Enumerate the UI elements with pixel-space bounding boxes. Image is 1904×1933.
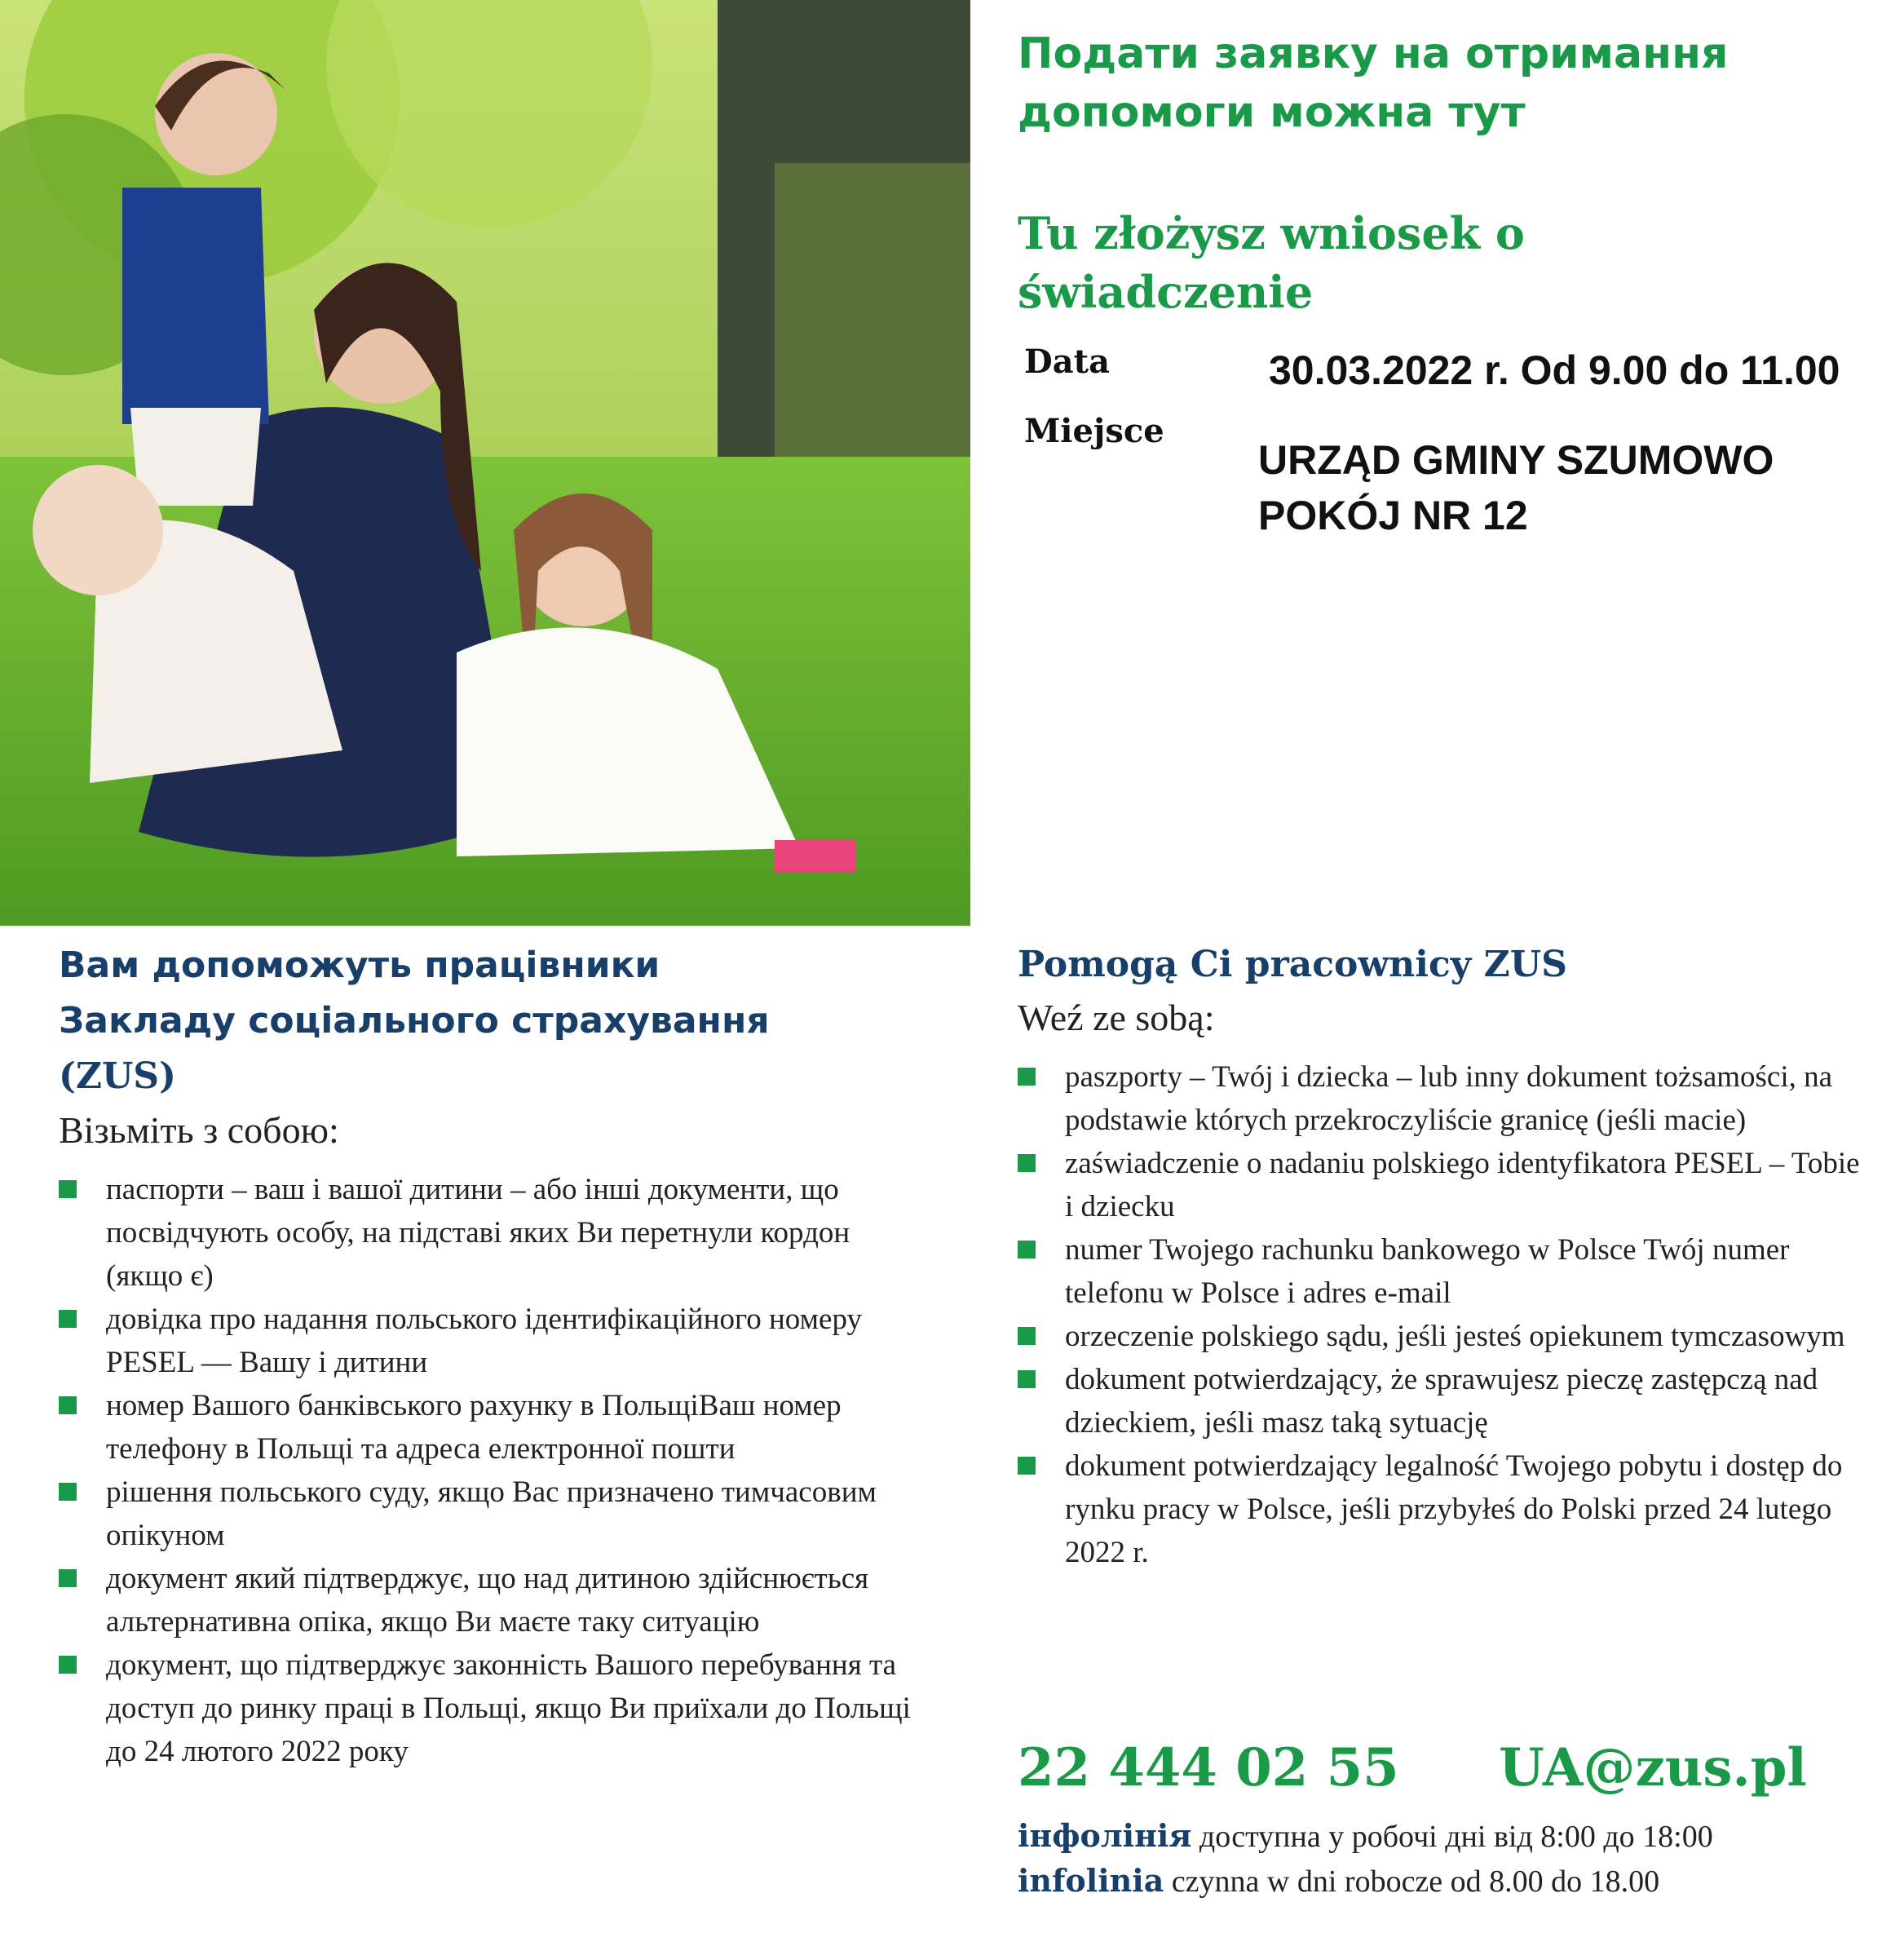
square-bullet-icon xyxy=(1018,1241,1036,1258)
list-item-text: zaświadczenie o nadaniu polskiego identyfikatora PESEL – Tobie i dziecku xyxy=(1065,1147,1860,1223)
square-bullet-icon xyxy=(59,1310,77,1328)
take-with-you-ua: Візьміть з собою: xyxy=(59,1109,339,1151)
title-pl-line2: świadczenie xyxy=(1018,266,1314,318)
take-with-you-pl: Weź ze sobą: xyxy=(1018,997,1215,1038)
place-line2: POKÓJ NR 12 xyxy=(1258,493,1528,538)
square-bullet-icon xyxy=(59,1180,77,1198)
square-bullet-icon xyxy=(59,1569,77,1587)
list-item-text: довідка про надання польського ідентифікаційного номеру PESEL — Вашу і дитини xyxy=(106,1303,862,1379)
infoline-ua xyxy=(1018,1817,1890,1855)
heading-ua-line3: (ZUS) xyxy=(59,1055,176,1097)
date-value: 30.03.2022 r. Od 9.00 do 11.00 xyxy=(1269,347,1840,393)
list-item-text: numer Twojego rachunku bankowego w Polsce Twój numer telefonu w Polsce i adres e-mail xyxy=(1065,1233,1790,1310)
family-photo-icon xyxy=(0,0,970,926)
title-ua-line2: допомоги можна тут xyxy=(1018,88,1526,137)
polish-heading: Pomogą Ci pracownicy ZUS xyxy=(1018,944,1567,985)
square-bullet-icon xyxy=(1018,1154,1036,1172)
ukrainian-section xyxy=(59,938,923,1773)
list-item xyxy=(1018,1444,1874,1574)
title-ua-line1: Подати заявку на отримання xyxy=(1018,29,1729,78)
list-item-text: документ який підтверджує, що над дитиною здійснюється альтернативна опіка, якщо Ви маєте таку ситуацію xyxy=(106,1562,869,1639)
title-polish xyxy=(1018,204,1874,321)
list-item xyxy=(59,1557,923,1643)
document-list-ua xyxy=(59,1168,923,1773)
list-item-text: номер Вашого банківського рахунку в ПольщіВаш номер телефону в Польщі та адреса електронної пошти xyxy=(106,1389,842,1466)
heading-ua-line1: Вам допоможуть працівники xyxy=(59,944,660,986)
list-item-text: dokument potwierdzający legalność Twojego pobytu i dostęp do rynku pracy w Polsce, jeśli przybyłeś do Polski przed 24 lutego 2022 r. xyxy=(1065,1449,1843,1569)
ukrainian-heading xyxy=(59,938,923,1104)
heading-ua-line2: Закладу соціального страхування xyxy=(59,1000,770,1042)
title-ukrainian xyxy=(1018,24,1874,142)
square-bullet-icon xyxy=(59,1396,77,1414)
list-item-text: паспорти – ваш і вашої дитини – або інші документи, що посвідчують особу, на підставі яких Ви перетнули кордон (якщо є) xyxy=(106,1173,850,1293)
date-label: Data xyxy=(1024,343,1110,381)
list-item xyxy=(1018,1055,1874,1142)
email-link[interactable]: UA@zus.pl xyxy=(1499,1737,1807,1798)
list-item-text: dokument potwierdzający, że sprawujesz pieczę zastępczą nad dzieckiem, jeśli masz taką sytuację xyxy=(1065,1363,1818,1440)
square-bullet-icon xyxy=(59,1483,77,1501)
infoline-pl-text: czynna w dni robocze od 8.00 do 18.00 xyxy=(1171,1864,1660,1899)
family-photo xyxy=(0,0,970,926)
infoline-pl xyxy=(1018,1862,1890,1900)
square-bullet-icon xyxy=(1018,1327,1036,1345)
list-item xyxy=(1018,1315,1874,1358)
polish-section xyxy=(1018,938,1874,1574)
list-item xyxy=(59,1384,923,1471)
list-item xyxy=(59,1471,923,1557)
list-item xyxy=(1018,1358,1874,1444)
place-label: Miejsce xyxy=(1024,412,1164,450)
square-bullet-icon xyxy=(1018,1068,1036,1086)
list-item-text: документ, що підтверджує законність Вашого перебування та доступ до ринку праці в Польщі, якщо Ви приїхали до Польщі до 24 лютого 2022 року xyxy=(106,1648,911,1768)
infoline-ua-label: інфолінія xyxy=(1018,1817,1192,1854)
list-item xyxy=(59,1298,923,1384)
infoline-pl-label: infolinia xyxy=(1018,1862,1164,1899)
square-bullet-icon xyxy=(1018,1457,1036,1475)
list-item-text: рішення польського суду, якщо Вас призначено тимчасовим опікуном xyxy=(106,1475,877,1552)
list-item xyxy=(59,1643,923,1773)
phone-number[interactable]: 22 444 02 55 xyxy=(1018,1737,1399,1798)
document-list-pl xyxy=(1018,1055,1874,1574)
list-item-text: paszporty – Twój i dziecka – lub inny dokument tożsamości, na podstawie których przekroczyliście granicę (jeśli macie) xyxy=(1065,1060,1833,1137)
infoline-ua-text: доступна у робочі дні від 8:00 до 18:00 xyxy=(1199,1820,1713,1854)
place-value xyxy=(1258,432,1774,543)
square-bullet-icon xyxy=(1018,1370,1036,1388)
list-item-text: orzeczenie polskiego sądu, jeśli jesteś opiekunem tymczasowym xyxy=(1065,1320,1845,1353)
square-bullet-icon xyxy=(59,1656,77,1674)
list-item xyxy=(59,1168,923,1298)
list-item xyxy=(1018,1228,1874,1315)
title-pl-line1: Tu złożysz wniosek o xyxy=(1018,207,1525,259)
list-item xyxy=(1018,1142,1874,1228)
place-line1: URZĄD GMINY SZUMOWO xyxy=(1258,437,1774,483)
